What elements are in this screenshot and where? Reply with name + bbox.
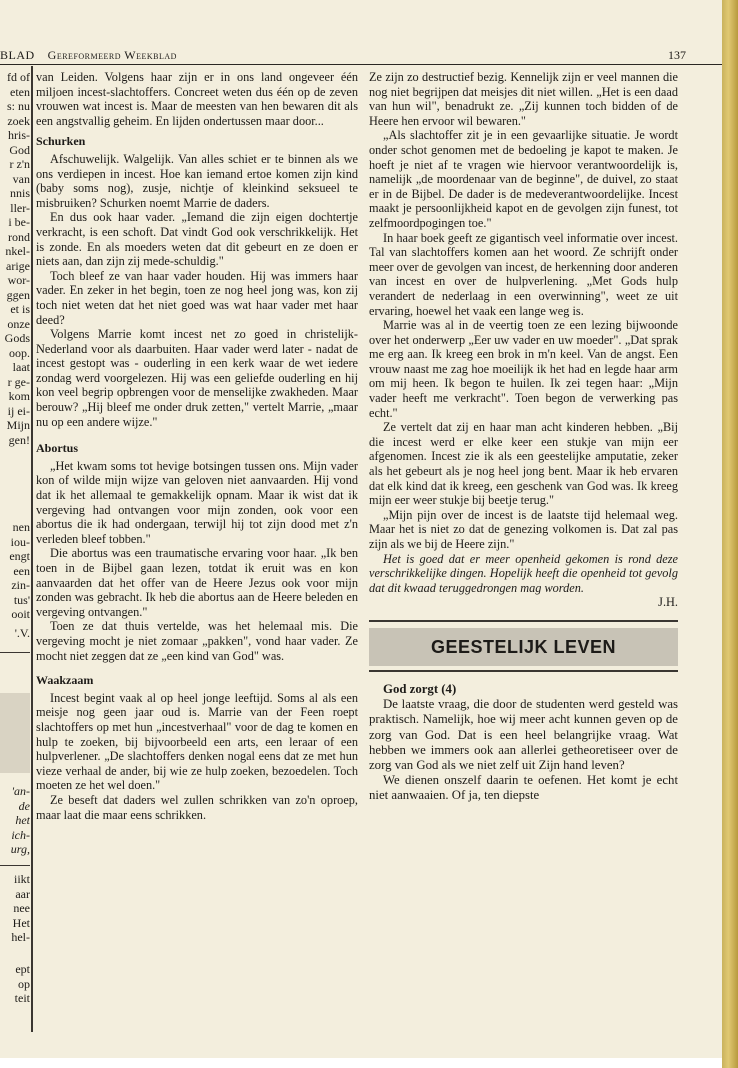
paragraph: Die abortus was een traumatische ervaring voor haar. „Ik ben toen in de Bijbel gaan lezen, totdat ik eruit was en kon aanvaarden dat het offer van de Heere Jezus ook voor mijn zonden was gebracht. Ik heb die abortus aan de Heere beleden en vergeving ontvangen.": [36, 546, 358, 619]
paragraph: Ze zijn zo destructief bezig. Kennelijk zijn er veel mannen die nog niet begrijpen dat meisjes dit niet willen. „Het is een daad van hun wil", benadrukt ze. „Zij kunnen toch bidden of de Heere hen ervoor wil bewaren.": [369, 70, 678, 128]
edge-text-fragment: van: [12, 171, 30, 186]
edge-text-fragment: Mijn: [6, 418, 30, 432]
paragraph: „Mijn pijn over de incest is de laatste tijd helemaal weg. Maar het is niet zo dat de genezing volkomen is. Dat zal pas zijn als we bij de Heere zijn.": [369, 507, 678, 551]
edge-text-fragment: et is: [10, 302, 30, 316]
left-edge-shaded-box: [0, 693, 30, 773]
left-edge-rule-2: [0, 865, 30, 866]
paragraph: Toch bleef ze van haar vader houden. Hij was immers haar vader. En zeker in het begin, toen ze nog heel jong was, kon zij toch niet weten dat het niet goed was wat haar vader met haar deed?: [36, 268, 358, 327]
edge-text-fragment: nkel-: [5, 244, 30, 258]
edge-text-fragment: r ge-: [7, 374, 30, 389]
paragraph: In haar boek geeft ze gigantisch veel informatie over incest. Tal van slachtoffers komen aan het woord. Ze schrijft onder meer over de gevolgen van incest, de herkenning door anderen van incest en over de hulpverlening. „Met Gods hulp verandert de nederlaag in een overwinning", weet ze uit ervaring, hoewel het vaak een lange weg is.: [369, 230, 678, 318]
edge-text-fragment: Gods: [4, 331, 30, 345]
binding-edge: [722, 0, 738, 1068]
running-header: [0, 44, 722, 66]
article-column-left: [36, 70, 358, 822]
paragraph: Volgens Marrie komt incest net zo goed in christelijk-Nederland voor als daarbuiten. Haar vader werd later - nadat de incest gestopt was - ouderling in een kerk waar de wet iedere zondag werd voorgelezen. Hij was een geliefde ouderling en hij kon veel begrip opbrengen voor de menselijke zwakheden. Maar berouw? „Hij bleef me onder druk zetten," vertelt Marrie, „maar nu op een andere wijze.": [36, 327, 358, 429]
edge-text-fragment: het: [15, 813, 30, 827]
page-bottom-margin: [0, 1058, 722, 1068]
edge-text-fragment: oop.: [9, 345, 30, 360]
edge-text-fragment: wor-: [7, 273, 30, 287]
edge-text-fragment: arige: [6, 258, 30, 273]
edge-text-fragment: r z'n: [9, 157, 30, 171]
header-left-fragment: BLAD: [0, 48, 35, 62]
paragraph: „Als slachtoffer zit je in een gevaarlijke situatie. Je wordt onder schot genomen met de bedoeling je kapot te maken. Je hoeft je niet af te vragen wie hiervoor verantwoordelijk is, namelijk „de moordenaar van de beginne", de duivel, zo staat er in de Bijbel. De dader is de medeverantwoordelijke. Incest maakt je persoonlijkheid kapot en de gevolgen zijn funest, tot zelfmoordpogingen toe.": [369, 128, 678, 230]
edge-text-fragment: eten: [10, 84, 30, 99]
edge-text-fragment: laat: [12, 360, 30, 374]
edge-text-fragment: iou-: [10, 534, 30, 549]
article-column-right: [369, 70, 678, 804]
left-edge-fragment-initials: '.V.: [14, 626, 30, 640]
left-edge-fragments-bottom: [0, 872, 30, 945]
edge-text-fragment: s: nu: [6, 99, 30, 113]
subheading-waakzaam: Waakzaam: [36, 673, 94, 688]
edge-text-fragment: hel-: [11, 930, 30, 944]
edge-text-fragment: 'an-: [11, 784, 30, 798]
left-edge-rule: [0, 652, 30, 653]
header-title: [0, 48, 177, 63]
paragraph: Ze beseft dat daders wel zullen schrikken van zo'n oproep, maar laat die maar eens schrikken.: [36, 792, 358, 822]
paragraph: Ze vertelt dat zij en haar man acht kinderen hebben. „Bij die incest werd er elke keer een stukje van mijn eer afgenomen. Incest zie ik als een geestelijke amputatie, zeker als het gebeurt als je nog heel jong bent. Maar ik heb ervaren dat elk kind dat ik kreeg, een geschenk van God was. Ik kreeg mijn eer weer stukje bij beetje terug.": [369, 420, 678, 508]
paragraph: We dienen onszelf daarin te oefenen. Het komt je echt niet aanwaaien. Of ja, ten diepste: [369, 773, 678, 803]
edge-text-fragment: nnis: [9, 186, 30, 200]
column-divider: [31, 66, 33, 1032]
paragraph: Marrie was al in de veertig toen ze een lezing bijwoonde over het onderwerp „Eer uw vader en uw moeder". „Dat sprak me erg aan. Ik kreeg een brok in m'n keel. Van de angst. Een vrouw naast me zag hoe moeilijk ik het had en legde haar arm om mij heen. Ik begon te huilen. Ik zei tegen haar: „Mijn vader heeft me verkracht". Toen begon de verwerking pas echt.": [369, 318, 678, 420]
author-signature: J.H.: [658, 595, 678, 610]
edge-text-fragment: ij ei-: [7, 403, 30, 418]
left-edge-fragments-mid: [0, 520, 30, 622]
header-rule: [0, 64, 722, 65]
edge-text-fragment: de: [18, 798, 30, 813]
subheading-abortus: Abortus: [36, 441, 79, 456]
edge-text-fragment: rond: [8, 229, 30, 244]
edge-text-fragment: hris-: [8, 128, 30, 142]
edge-text-fragment: zin-: [11, 578, 30, 592]
left-edge-fragments-last: [0, 962, 30, 1006]
edge-text-fragment: een: [13, 563, 30, 578]
edge-text-fragment: gen!: [8, 432, 30, 447]
edge-text-fragment: teit: [14, 991, 30, 1005]
edge-text-fragment: Het: [12, 915, 30, 930]
section-rule: [369, 620, 678, 622]
paragraph: Afschuwelijk. Walgelijk. Van alles schiet er te binnen als we ons verdiepen in incest. Hoe kan iemand ertoe komen zijn kind (baby soms nog), zusje, nichtje of kleinkind seksueel te misbruiken? Schurken noemt Marrie de daders.: [36, 151, 358, 210]
edge-text-fragment: fd of: [7, 70, 30, 84]
section-banner: GEESTELIJK LEVEN: [369, 628, 678, 666]
paragraph: Incest begint vaak al op heel jonge leeftijd. Soms al als een meisje nog geen jaar oud is. Marrie van der Feen roept slachtoffers op met hun „incestverhaal" voor de dag te komen en hulp te zoeken, bij bijvoorbeeld een arts, een leraar of een hulpverlener. „De slachtoffers denken nogal eens dat ze met hun vieze verhaal de ander, bij wie ze hulp zoeken, bezoedelen. Toch moeten ze het wel doen.": [36, 690, 358, 793]
edge-text-fragment: ggen: [6, 287, 30, 302]
article-title: God zorgt (4): [383, 681, 457, 696]
edge-text-fragment: God: [9, 142, 30, 157]
edge-text-fragment: zoek: [7, 113, 30, 128]
section-rule-bottom: [369, 670, 678, 672]
edge-text-fragment: aar: [15, 886, 30, 901]
edge-text-fragment: nen: [12, 520, 30, 534]
edge-text-fragment: kom: [8, 389, 30, 403]
edge-text-fragment: ooit: [11, 607, 30, 621]
page-number: 137: [668, 48, 686, 62]
paragraph: De laatste vraag, die door de studenten werd gesteld was praktisch. Namelijk, hoe wij meer acht kunnen geven op de zorg van God. Dat is een heel belangrijke vraag. Wat hebben we immers ook aan allerlei getheoretiseer over de zorg van God als we niet zelf uit Zijn hand leven?: [369, 697, 678, 772]
edge-text-fragment: i be-: [8, 215, 30, 229]
left-edge-fragments-top: [0, 70, 30, 447]
edge-text-fragment: onze: [7, 316, 30, 331]
closing-remark: Het is goed dat er meer openheid gekomen is rond deze verschrikkelijke dingen. Hopelijk heeft die openheid tot gevolg dat dit kwaad teruggedrongen mag worden.: [369, 551, 678, 595]
paragraph: van Leiden. Volgens haar zijn er in ons land ongeveer één miljoen incest-slachtoffers. Concreet weten dus één op de zeven vrouwen wat incest is. Maar de meesten van hen bewaren dit als een angstvallig geheim. En lijden ondertussen maar door...: [36, 70, 358, 128]
edge-text-fragment: tus': [13, 592, 30, 607]
publication-title: Gereformeerd Weekblad: [47, 48, 177, 62]
edge-text-fragment: engt: [9, 549, 30, 563]
edge-text-fragment: ich-: [11, 827, 30, 842]
edge-text-fragment: nee: [13, 901, 30, 915]
edge-text-fragment: urg,: [10, 842, 30, 856]
subheading-schurken: Schurken: [36, 134, 86, 149]
paragraph: „Het kwam soms tot hevige botsingen tussen ons. Mijn vader kon of wilde mijn wijze van geloven niet aanvaarden. Hij vond dat ik het allemaal te gemakkelijk opnam. Maar ik wist dat ik vergeving had ontvangen voor mijn zonden, ook voor een abortus die ik had ondergaan, terwijl hij tot zijn dood met z'n verleden bleef tobben.": [36, 458, 358, 546]
paragraph: En dus ook haar vader. „Iemand die zijn eigen dochtertje verkracht, is een schoft. Dat vindt God ook verschrikkelijk. Het is zonde. En als moeders weten dat dit gebeurt en ze doen er niets aan, dan zijn zij mede-schuldig.": [36, 210, 358, 269]
edge-text-fragment: iikt: [13, 872, 30, 886]
paragraph: Toen ze dat thuis vertelde, was het helemaal mis. Die vergeving mocht je niet zomaar „pakken", vond haar vader. Ze mocht niet zeggen dat ze „een kind van God" was.: [36, 619, 358, 663]
edge-text-fragment: ller-: [10, 200, 30, 215]
edge-text-fragment: op: [18, 976, 30, 991]
left-edge-fragments-italic: [0, 784, 30, 857]
article-god-zorgt: [369, 682, 678, 804]
edge-text-fragment: ept: [15, 962, 30, 976]
